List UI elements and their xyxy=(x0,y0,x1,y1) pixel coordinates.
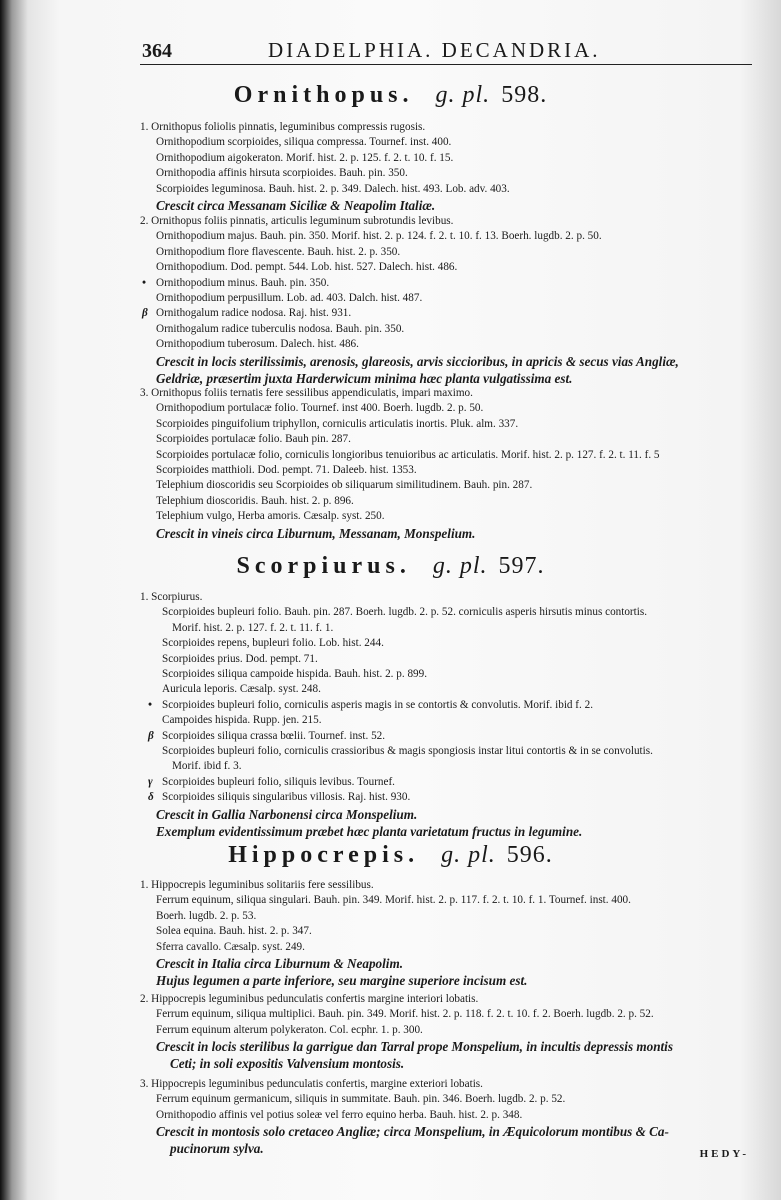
variety-marker: • xyxy=(148,698,152,711)
synonym-line xyxy=(140,306,768,321)
synonym-line xyxy=(140,698,768,713)
species-diagnosis: 1. Scorpiurus. xyxy=(140,591,203,603)
synonym-line: Ferrum equinum, siliqua singulari. Bauh. pin. 349. Morif. hist. 2. p. 117. f. 2. t. 10. f. 1. Tournef. inst. 400. xyxy=(156,894,631,907)
habitat-line: Crescit circa Messanam Siciliæ & Neapolim Italiæ. xyxy=(156,198,436,214)
synonym-line: Ferrum equinum alterum polykeraton. Col. ecphr. 1. p. 300. xyxy=(156,1023,423,1036)
synonym-line: Sferra cavallo. Cæsalp. syst. 249. xyxy=(156,940,305,953)
synonym-line: Campoides hispida. Rupp. jen. 215. xyxy=(162,714,322,727)
habitat-line: Crescit in Italia circa Liburnum & Neapolim. xyxy=(156,956,403,972)
synonym-line: Auricula leporis. Cæsalp. syst. 248. xyxy=(162,683,321,696)
synonym-line: Ornithopodium. Dod. pempt. 544. Lob. hist. 527. Dalech. hist. 486. xyxy=(156,261,458,274)
synonym-line xyxy=(140,729,768,744)
synonym-line: Scorpioides prius. Dod. pempt. 71. xyxy=(162,652,318,665)
species-diagnosis: 3. Ornithopus foliis ternatis fere sessilibus appendiculatis, impari maximo. xyxy=(140,387,473,399)
synonym-line: Scorpioides portulacæ folio, corniculis longioribus tenuioribus ac articulatis. Morif. hist. 2. p. 127. f. 2. t. 11. f. 5 xyxy=(156,448,660,461)
synonym-line: Ornithopodium portulacæ folio. Tournef. inst 400. Boerh. lugdb. 2. p. 50. xyxy=(156,402,484,415)
synonym-text: Ornithopodium minus. Bauh. pin. 350. xyxy=(156,276,330,289)
synonym-line: Scorpioides siliqua campoide hispida. Bauh. hist. 2. p. 899. xyxy=(162,668,427,681)
habitat-line: pucinorum sylva. xyxy=(170,1141,264,1157)
synonym-text: Ornithogalum radice nodosa. Raj. hist. 931. xyxy=(156,307,352,320)
synonym-line: Scorpioides leguminosa. Bauh. hist. 2. p. 349. Dalech. hist. 493. Lob. adv. 403. xyxy=(156,182,510,195)
habitat-line: Crescit in locis sterilissimis, arenosis, glareosis, arvis siccioribus, in apricis & secus vias Angliæ, xyxy=(156,353,679,369)
variety-marker: β xyxy=(148,729,154,742)
genus-title-scorpiurus xyxy=(0,553,781,580)
synonym-line xyxy=(140,790,768,805)
synonym-line: Scorpioides repens, bupleuri folio. Lob. hist. 244. xyxy=(162,637,384,650)
species-diagnosis: 3. Hippocrepis leguminibus pedunculatis confertis, margine exteriori lobatis. xyxy=(140,1078,483,1090)
species-entry xyxy=(140,120,768,214)
running-head: DIADELPHIA. DECANDRIA. xyxy=(268,38,601,62)
genus-ref: g. pl. xyxy=(432,553,488,579)
catchword: HEDY- xyxy=(699,1148,749,1160)
habitat-line: Crescit in Gallia Narbonensi circa Monspelium. xyxy=(156,806,418,822)
species-diagnosis: 1. Hippocrepis leguminibus solitariis fere sessilibus. xyxy=(140,879,374,891)
genus-ref: g. pl. xyxy=(441,842,496,868)
habitat-line: Exemplum evidentissimum præbet hæc planta varietatum fructus in legumine. xyxy=(156,823,583,839)
species-entry xyxy=(140,590,768,840)
genus-name: Ornithopus. xyxy=(233,82,414,108)
synonym-text: Scorpioides bupleuri folio, corniculis asperis magis in se contortis & convolutis. Morif. ibid f. 2. xyxy=(162,698,593,711)
synonym-line: Ornithopodio affinis vel potius soleæ vel ferro equino herba. Bauh. hist. 2. p. 348. xyxy=(156,1108,523,1121)
species-diagnosis: 2. Hippocrepis leguminibus pedunculatis confertis margine interiori lobatis. xyxy=(140,993,479,1005)
synonym-text: Scorpioides siliquis singularibus villosis. Raj. hist. 930. xyxy=(162,791,411,804)
synonym-line: Scorpioides portulacæ folio. Bauh pin. 287. xyxy=(156,433,351,446)
synonym-line: Telephium dioscoridis. Bauh. hist. 2. p. 896. xyxy=(156,494,354,507)
page-header xyxy=(140,36,752,65)
synonym-line xyxy=(140,276,768,291)
species-entry xyxy=(140,992,768,1072)
synonym-line: Solea equina. Bauh. hist. 2. p. 347. xyxy=(156,925,312,938)
synonym-line: Scorpioides bupleuri folio, corniculis crassioribus & magis spongiosis instar litui contortis & in se convolutis. xyxy=(162,745,653,758)
habitat-line: Crescit in vineis circa Liburnum, Messanam, Monspelium. xyxy=(156,525,476,541)
genus-title-ornithopus xyxy=(0,82,781,109)
synonym-line: Scorpioides matthioli. Dod. pempt. 71. Daleeb. hist. 1353. xyxy=(156,464,417,477)
synonym-line: Ornithopodium aigokeraton. Morif. hist. 2. p. 125. f. 2. t. 10. f. 15. xyxy=(156,151,454,164)
synonym-line: Telephium vulgo, Herba amoris. Cæsalp. syst. 250. xyxy=(156,510,385,523)
genus-number: 596. xyxy=(506,842,553,868)
synonym-line: Ornithopodia affinis hirsuta scorpioides. Bauh. pin. 350. xyxy=(156,167,408,180)
genus-number: 598. xyxy=(501,82,548,108)
species-entry xyxy=(140,214,768,387)
synonym-line: Ornithogalum radice tuberculis nodosa. Bauh. pin. 350. xyxy=(156,322,405,335)
genus-ref: g. pl. xyxy=(435,82,491,108)
synonym-line: Ornithopodium majus. Bauh. pin. 350. Morif. hist. 2. p. 124. f. 2. t. 10. f. 13. Boerh. lugdb. 2. p. 50. xyxy=(156,230,602,243)
genus-title-hippocrepis xyxy=(0,842,781,869)
variety-marker: • xyxy=(142,276,146,289)
species-diagnosis: 2. Ornithopus foliis pinnatis, articulis leguminum subrotundis levibus. xyxy=(140,215,454,227)
synonym-line: Ornithopodium perpusillum. Lob. ad. 403. Dalch. hist. 487. xyxy=(156,292,423,305)
genus-number: 597. xyxy=(498,553,545,579)
synonym-line: Telephium dioscoridis seu Scorpioides ob siliquarum similitudinem. Bauh. pin. 287. xyxy=(156,479,533,492)
habitat-line: Crescit in montosis solo cretaceo Angliæ; circa Monspelium, in Æquicolorum montibus & Ca- xyxy=(156,1124,669,1140)
synonym-line: Morif. hist. 2. p. 127. f. 2. t. 11. f. 1. xyxy=(172,621,334,634)
variety-marker: γ xyxy=(148,775,153,788)
habitat-line: Crescit in locis sterilibus la garrigue dan Tarral prope Monspelium, in incultis depressis montis xyxy=(156,1039,673,1055)
species-diagnosis: 1. Ornithopus foliolis pinnatis, leguminibus compressis rugosis. xyxy=(140,121,426,133)
synonym-line: Ornithopodium tuberosum. Dalech. hist. 486. xyxy=(156,338,359,351)
genus-name: Hippocrepis. xyxy=(228,842,420,868)
synonym-text: Scorpioides bupleuri folio, siliquis levibus. Tournef. xyxy=(162,775,395,788)
habitat-line: Geldriæ, præsertim juxta Harderwicum minima hæc planta vulgatissima est. xyxy=(156,370,573,386)
synonym-line: Ferrum equinum, siliqua multiplici. Bauh. pin. 349. Morif. hist. 2. p. 118. f. 2. t. 10. f. 2. Boerh. lugdb. 2. p. 52. xyxy=(156,1008,654,1021)
variety-marker: β xyxy=(142,307,148,320)
synonym-line: Ferrum equinum germanicum, siliquis in summitate. Bauh. pin. 346. Boerh. lugdb. 2. p. 52. xyxy=(156,1093,566,1106)
synonym-line: Scorpioides bupleuri folio. Bauh. pin. 287. Boerh. lugdb. 2. p. 52. corniculis asperis hirsutis minus contortis. xyxy=(162,606,648,619)
habitat-line: Ceti; in soli expositis Valvensium montosis. xyxy=(170,1056,405,1072)
variety-marker: δ xyxy=(148,791,154,804)
species-entry xyxy=(140,386,768,542)
synonym-line: Ornithopodium flore flavescente. Bauh. hist. 2. p. 350. xyxy=(156,245,401,258)
genus-name: Scorpiurus. xyxy=(236,553,411,579)
synonym-line xyxy=(140,775,768,790)
synonym-line: Boerh. lugdb. 2. p. 53. xyxy=(156,909,257,922)
synonym-line: Morif. ibid f. 3. xyxy=(172,760,242,773)
synonym-text: Scorpioides siliqua crassa bœlii. Tournef. inst. 52. xyxy=(162,729,386,742)
species-entry xyxy=(140,1077,768,1157)
synonym-line: Scorpioides pinguifolium triphyllon, corniculis articulatis inortis. Pluk. alm. 337. xyxy=(156,417,519,430)
synonym-line: Ornithopodium scorpioides, siliqua compressa. Tournef. inst. 400. xyxy=(156,136,452,149)
species-entry xyxy=(140,878,768,989)
habitat-line: Hujus legumen a parte inferiore, seu margine superiore incisum est. xyxy=(156,973,528,989)
page-number: 364 xyxy=(142,40,172,62)
